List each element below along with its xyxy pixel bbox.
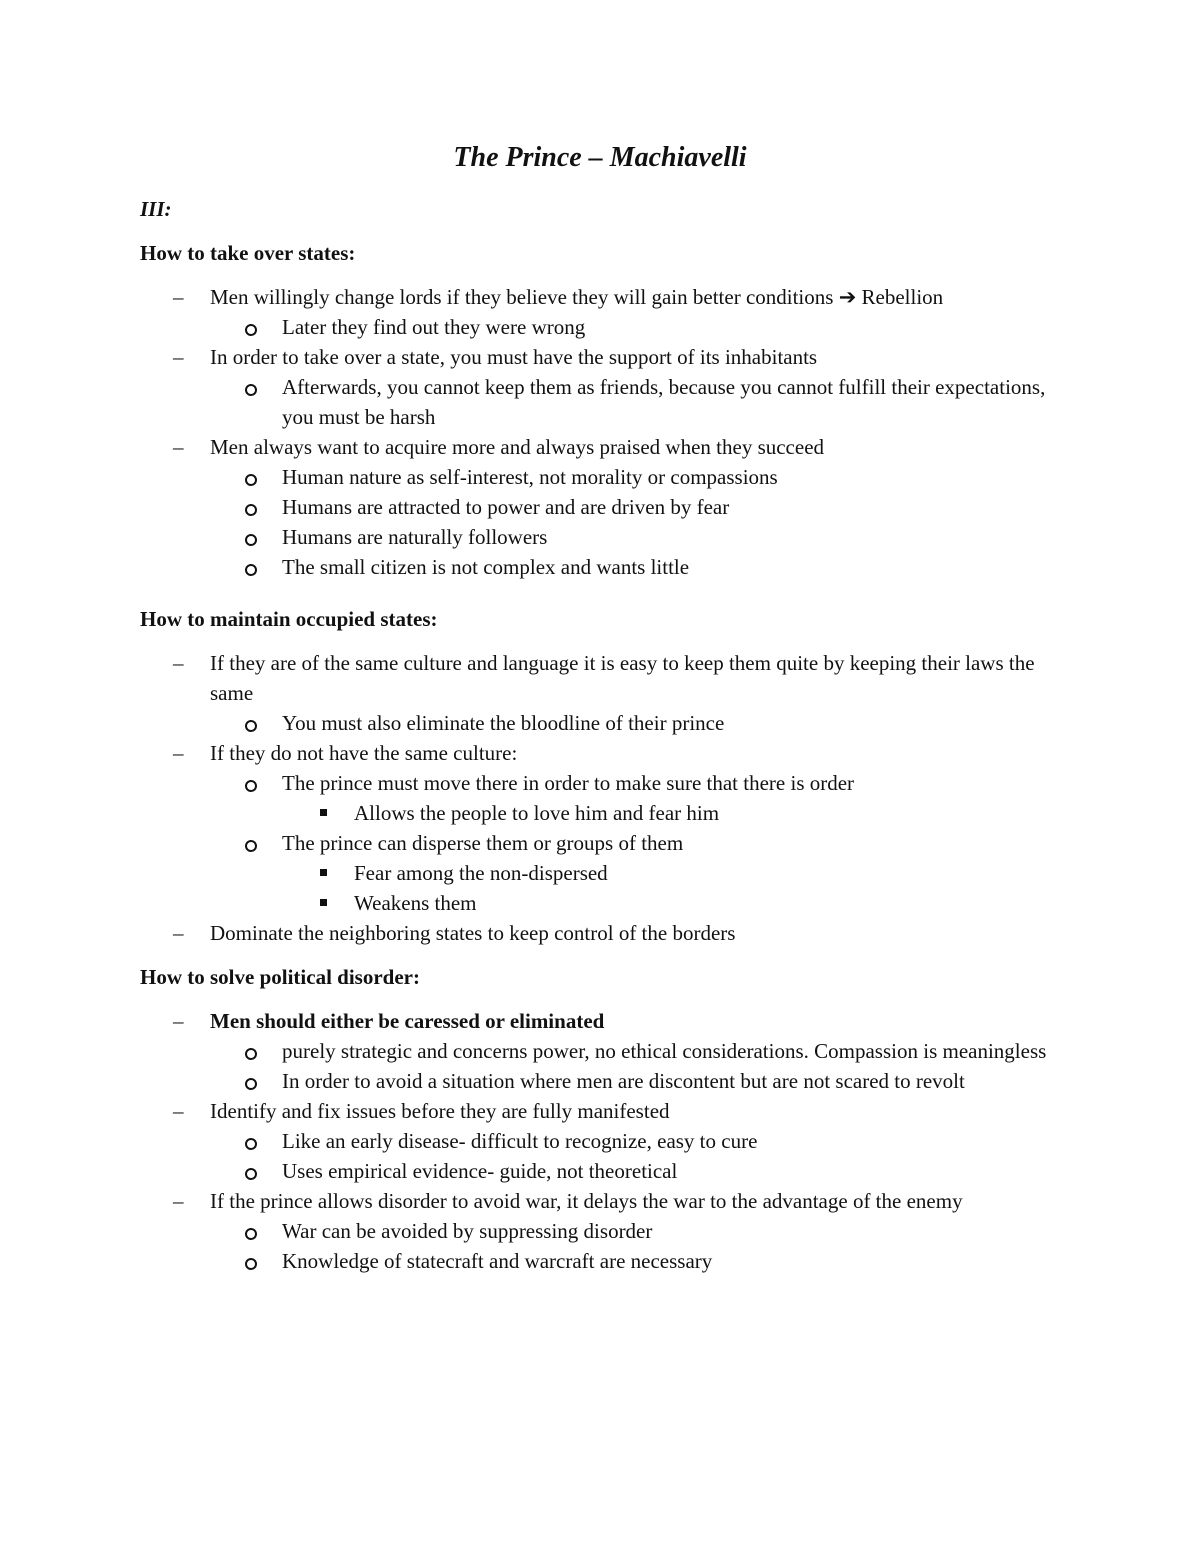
sub-list-item (210, 708, 1060, 738)
list-item (140, 1006, 1060, 1096)
sub-list (280, 768, 1060, 918)
sub-list-item (210, 1126, 1060, 1156)
sub-list (280, 462, 1060, 582)
sub-item-text: Afterwards, you cannot keep them as friends, because you cannot fulfill their expectations, you must be harsh (282, 375, 1046, 429)
sub-list-item (210, 522, 1060, 552)
sub-list-item (210, 372, 1060, 432)
list-item (140, 342, 1060, 432)
list-item-text: Men always want to acquire more and always praised when they succeed (210, 435, 825, 459)
circle-bullet-icon (245, 504, 257, 516)
circle-bullet-icon (245, 780, 257, 792)
circle-bullet-icon (245, 1228, 257, 1240)
dash-marker: – (173, 345, 184, 369)
dash-marker: – (173, 1009, 184, 1033)
list-item-text: Dominate the neighboring states to keep control of the borders (210, 921, 736, 945)
list-item (140, 432, 1060, 582)
section-disorder (140, 962, 1060, 1276)
circle-bullet-icon (245, 1168, 257, 1180)
sub-sub-list-item (282, 858, 1060, 888)
list-item-text: If the prince allows disorder to avoid war, it delays the war to the advantage of the enemy (210, 1189, 963, 1213)
sub-list (280, 1216, 1060, 1276)
sub-item-text: In order to avoid a situation where men are discontent but are not scared to revolt (282, 1069, 965, 1093)
dash-marker: – (173, 285, 184, 309)
dash-marker: – (173, 435, 184, 459)
sub-sub-item-text: Fear among the non-dispersed (354, 861, 608, 885)
list-item (140, 1186, 1060, 1276)
sub-item-text: The prince must move there in order to make sure that there is order (282, 771, 855, 795)
circle-bullet-icon (245, 1138, 257, 1150)
square-bullet-icon (320, 869, 327, 876)
sub-item-text: Uses empirical evidence- guide, not theoretical (282, 1159, 678, 1183)
sub-item-text: purely strategic and concerns power, no ethical considerations. Compassion is meaningless (282, 1039, 1047, 1063)
circle-bullet-icon (245, 840, 257, 852)
sub-item-text: Like an early disease- difficult to recognize, easy to cure (282, 1129, 758, 1153)
sub-list-item (210, 1066, 1060, 1096)
section-heading: How to solve political disorder: (140, 965, 420, 989)
sub-sub-list (352, 858, 1060, 918)
sub-list (280, 708, 1060, 738)
sub-list-item (210, 552, 1060, 582)
sub-item-text: You must also eliminate the bloodline of their prince (282, 711, 725, 735)
list-item-text: Men should either be caressed or eliminated (210, 1009, 605, 1033)
sub-list (280, 1126, 1060, 1186)
sub-sub-list-item (282, 798, 1060, 828)
circle-bullet-icon (245, 1048, 257, 1060)
sub-sub-list-item (282, 888, 1060, 918)
section-heading: How to maintain occupied states: (140, 607, 438, 631)
circle-bullet-icon (245, 720, 257, 732)
sub-list-item (210, 312, 1060, 342)
circle-bullet-icon (245, 564, 257, 576)
list-item-text: If they are of the same culture and language it is easy to keep them quite by keeping their laws the same (210, 651, 1035, 705)
sub-item-text: Knowledge of statecraft and warcraft are necessary (282, 1249, 713, 1273)
dash-marker: – (173, 741, 184, 765)
bullet-list (140, 282, 1060, 582)
sub-list-item (210, 1036, 1060, 1066)
sub-item-text: Humans are attracted to power and are driven by fear (282, 495, 730, 519)
circle-bullet-icon (245, 324, 257, 336)
sub-list (280, 312, 1060, 342)
list-item-text: Men willingly change lords if they believe they will gain better conditions ➔ Rebellion (210, 285, 944, 309)
sub-list-item (210, 768, 1060, 828)
list-item (140, 918, 1060, 948)
list-item (140, 648, 1060, 738)
list-item-text: Identify and fix issues before they are fully manifested (210, 1099, 670, 1123)
sub-list (280, 1036, 1060, 1096)
dash-marker: – (173, 921, 184, 945)
section-maintain (140, 604, 1060, 948)
list-item-text: If they do not have the same culture: (210, 741, 518, 765)
sub-item-text: The small citizen is not complex and wants little (282, 555, 690, 579)
square-bullet-icon (320, 809, 327, 816)
sub-list-item (210, 828, 1060, 918)
circle-bullet-icon (245, 1078, 257, 1090)
section-take-over (140, 238, 1060, 582)
dash-marker: – (173, 651, 184, 675)
list-item-text: In order to take over a state, you must have the support of its inhabitants (210, 345, 818, 369)
chapter-label: III: (140, 197, 172, 221)
bullet-list (140, 648, 1060, 948)
sub-list (280, 372, 1060, 432)
sub-sub-item-text: Weakens them (354, 891, 477, 915)
circle-bullet-icon (245, 384, 257, 396)
document-title: The Prince – Machiavelli (453, 142, 747, 173)
dash-marker: – (173, 1099, 184, 1123)
dash-marker: – (173, 1189, 184, 1213)
sub-list-item (210, 1156, 1060, 1186)
section-heading: How to take over states: (140, 241, 356, 265)
circle-bullet-icon (245, 1258, 257, 1270)
sub-list-item (210, 1216, 1060, 1246)
list-item (140, 1096, 1060, 1186)
sub-item-text: The prince can disperse them or groups of them (282, 831, 684, 855)
circle-bullet-icon (245, 534, 257, 546)
sub-list-item (210, 492, 1060, 522)
sub-item-text: War can be avoided by suppressing disorder (282, 1219, 653, 1243)
sub-item-text: Human nature as self-interest, not morality or compassions (282, 465, 778, 489)
list-item (140, 282, 1060, 342)
list-item (140, 738, 1060, 918)
bullet-list (140, 1006, 1060, 1276)
circle-bullet-icon (245, 474, 257, 486)
square-bullet-icon (320, 899, 327, 906)
sub-item-text: Later they find out they were wrong (282, 315, 586, 339)
sub-list-item (210, 462, 1060, 492)
sub-item-text: Humans are naturally followers (282, 525, 548, 549)
sub-list-item (210, 1246, 1060, 1276)
sub-sub-list (352, 798, 1060, 828)
sub-sub-item-text: Allows the people to love him and fear him (354, 801, 720, 825)
